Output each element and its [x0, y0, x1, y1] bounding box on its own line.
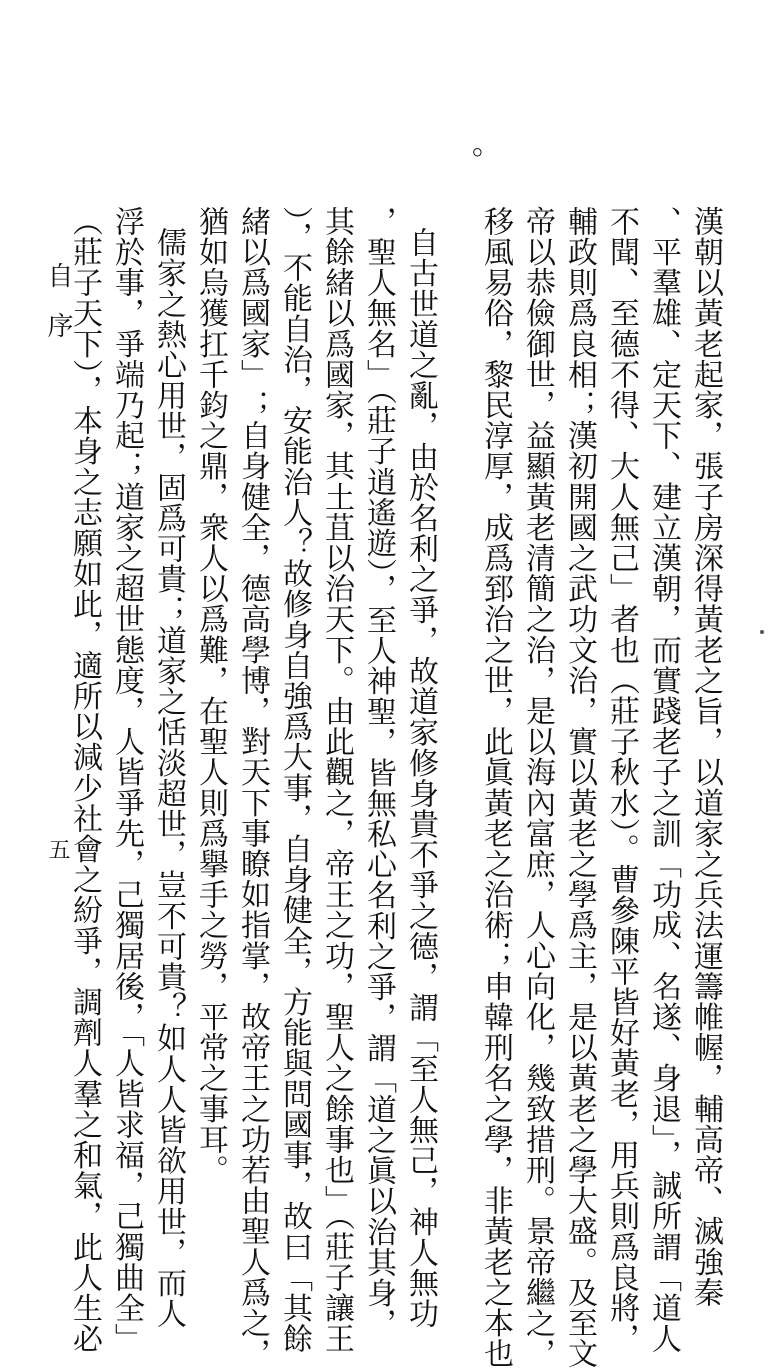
text-column-2: 、平羣雄、定天下、建立漢朝，而實踐老子之訓「功成、名遂、身退」，誠所謂「道人	[646, 206, 681, 1354]
text-column-4: 輔政則爲良相；漢初開國之武功文治，實以黃老之學爲主，是以黃老之學大盛。及至文	[562, 206, 597, 1369]
text-column-15: 浮於事，爭端乃起；道家之超世態度，人皆爭先，己獨居後，「人皆求福，己獨曲全」	[109, 206, 144, 1354]
text-column-3: 不聞、至德不得、大人無己」者也（莊子秋水）。曹參陳平皆好黃老，用兵則爲良將，	[604, 206, 639, 1354]
text-column-11: ），不能自治，安能治人？故修身自強爲大事，自身健全，方能與問國事，故曰「其餘	[277, 206, 312, 1354]
text-column-1: 漢朝以黃老起家，張子房深得黃老之旨，以道家之兵法運籌帷幄，輔高帝、滅強秦	[688, 206, 723, 1308]
text-column-16: （莊子天下），本身之志願如此，適所以減少社會之紛爭，調劑人羣之和氣，此人生必	[67, 206, 102, 1354]
text-column-5: 帝以恭儉御世，益顯黃老清簡之治，是以海內富庶，人心向化，幾致措刑。景帝繼之，	[520, 206, 555, 1369]
text-column-10: 其餘緒以爲國家，其土苴以治天下。由此觀之，帝王之功，聖人之餘事也」（莊子讓王	[319, 206, 354, 1354]
text-column-9: ，聖人無名」（莊子逍遙遊），至人神聖，皆無私心名利之爭，謂「道之眞以治其身，	[361, 206, 396, 1339]
text-column-13: 猶如烏獲扛千鈞之鼎，衆人以爲難，在聖人則爲擧手之勞，平常之事耳。	[193, 206, 228, 1186]
text-column-8: 自古世道之亂，由於名利之爭，故道家修身貴不爭之德，謂「至人無己，神人無功	[403, 166, 438, 1329]
text-column-7: 。	[448, 146, 483, 177]
margin-title: 自序	[43, 262, 73, 362]
text-column-6: 移風易俗，黎民淳厚，成爲郅治之世，此眞黃老之治術；申韓刑名之學，非黃老之本也	[478, 206, 513, 1369]
text-column-14: 儒家之熱心用世，固爲可貴；道家之恬淡超世，豈不可貴？如人人皆欲用世，而人	[151, 166, 186, 1329]
scan-speck	[760, 630, 764, 634]
page-number: 五	[45, 838, 70, 860]
text-column-12: 緒以爲國家」；自身健全，德高學博，對天下事瞭如指掌，故帝王之功若由聖人爲之，	[235, 206, 270, 1369]
